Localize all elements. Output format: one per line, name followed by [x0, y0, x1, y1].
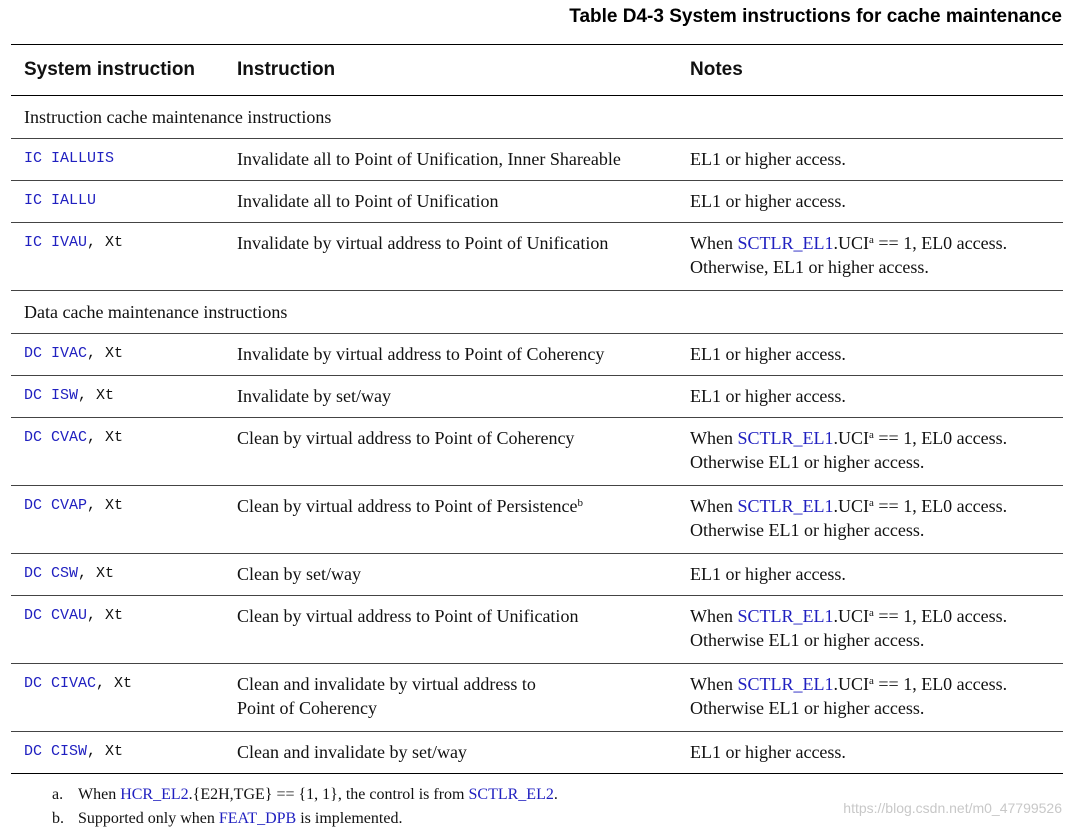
footnote-ref-a[interactable]: a — [869, 429, 874, 441]
header-notes: Notes — [677, 45, 1063, 96]
system-instruction-cell — [11, 486, 224, 554]
instruction-cell: Invalidate all to Point of Unification — [224, 181, 677, 223]
operand: , Xt — [87, 743, 124, 760]
system-instruction-cell — [11, 376, 224, 418]
table-row — [11, 596, 1063, 664]
system-instruction-cell — [11, 418, 224, 486]
notes-cell: EL1 or higher access. — [677, 554, 1063, 596]
op2-link[interactable]: IALLUIS — [51, 150, 115, 167]
operand: , Xt — [87, 497, 124, 514]
table-row — [11, 334, 1063, 376]
op1-link[interactable]: DC — [24, 743, 43, 760]
feat-dpb-link[interactable]: FEAT_DPB — [218, 810, 297, 827]
op2-link[interactable]: CVAC — [51, 429, 88, 446]
op1-link[interactable]: IC — [24, 150, 43, 167]
table-row — [11, 554, 1063, 596]
notes-cell: EL1 or higher access. — [677, 732, 1063, 774]
section-title: Instruction cache maintenance instructions — [11, 96, 1063, 139]
op2-link[interactable]: IVAU — [51, 234, 88, 251]
instruction-cell: Clean by virtual address to Point of Unification — [224, 596, 677, 664]
system-instruction-cell — [11, 223, 224, 291]
watermark: https://blog.csdn.net/m0_47799526 — [843, 800, 1062, 816]
op2-link[interactable]: CISW — [51, 743, 88, 760]
op2-link[interactable]: IVAC — [51, 345, 88, 362]
table-caption: Table D4-3 System instructions for cache maintenance — [569, 6, 1062, 27]
system-instruction-cell — [11, 664, 224, 732]
notes-cell: EL1 or higher access. — [677, 376, 1063, 418]
notes-cell: EL1 or higher access. — [677, 334, 1063, 376]
instruction-cell: Invalidate by virtual address to Point of Coherency — [224, 334, 677, 376]
notes-cell: EL1 or higher access. — [677, 139, 1063, 181]
instruction-cell: Clean by virtual address to Point of Coherency — [224, 418, 677, 486]
footnote-ref-a[interactable]: a — [869, 607, 874, 619]
op1-link[interactable]: IC — [24, 192, 43, 209]
notes-cell: When $SCTLR\_EL1.UCI^a == 1$, EL0 access. Otherwise EL1 or higher access. — [677, 418, 1063, 486]
instruction-cell: Clean by set/way — [224, 554, 677, 596]
footnotes — [52, 783, 558, 831]
op2-link[interactable]: CIVAC — [51, 675, 97, 692]
footnote-ref-a[interactable]: a — [869, 234, 874, 246]
table-row — [11, 664, 1063, 732]
notes-cell: When $SCTLR\_EL1.UCI^a == 1$, EL0 access. Otherwise EL1 or higher access. — [677, 596, 1063, 664]
operand: , Xt — [78, 565, 115, 582]
sctlr-el1-link[interactable]: SCTLR_EL1 — [737, 674, 834, 694]
operand: , Xt — [87, 345, 124, 362]
section-row-data-cache — [11, 291, 1063, 334]
op1-link[interactable]: DC — [24, 497, 43, 514]
footnote-ref-b[interactable]: b — [577, 497, 583, 509]
sctlr-el1-link[interactable]: SCTLR_EL1 — [737, 496, 834, 516]
operand: , Xt — [78, 387, 115, 404]
op2-link[interactable]: ISW — [51, 387, 79, 404]
op1-link[interactable]: DC — [24, 565, 43, 582]
op1-link[interactable]: DC — [24, 345, 43, 362]
footnote-ref-a[interactable]: a — [869, 675, 874, 687]
system-instruction-cell — [11, 596, 224, 664]
section-row-instruction-cache — [11, 96, 1063, 139]
table-row — [11, 139, 1063, 181]
sctlr-el1-link[interactable]: SCTLR_EL1 — [737, 233, 834, 253]
op1-link[interactable]: DC — [24, 675, 43, 692]
operand: , Xt — [96, 675, 133, 692]
table-header-row — [11, 45, 1063, 96]
table-row — [11, 732, 1063, 774]
table-row — [11, 486, 1063, 554]
sctlr-el1-link[interactable]: SCTLR_EL1 — [737, 428, 834, 448]
section-title: Data cache maintenance instructions — [11, 291, 1063, 334]
system-instruction-cell — [11, 732, 224, 774]
op1-link[interactable]: DC — [24, 607, 43, 624]
op2-link[interactable]: CVAP — [51, 497, 88, 514]
hcr-el2-link[interactable]: HCR_EL2 — [120, 786, 189, 803]
instruction-cell: Invalidate all to Point of Unification, Inner Shareable — [224, 139, 677, 181]
footnote-label: a. — [52, 786, 64, 803]
operand: , Xt — [87, 234, 124, 251]
op2-link[interactable]: CSW — [51, 565, 79, 582]
system-instruction-cell — [11, 139, 224, 181]
header-instruction: Instruction — [224, 45, 677, 96]
op2-link[interactable]: IALLU — [51, 192, 97, 209]
instruction-cell: Invalidate by set/way — [224, 376, 677, 418]
footnote-ref-a[interactable]: a — [869, 497, 874, 509]
notes-cell: EL1 or higher access. — [677, 181, 1063, 223]
operand: , Xt — [87, 607, 124, 624]
table-row — [11, 223, 1063, 291]
system-instruction-cell — [11, 181, 224, 223]
cache-maintenance-table — [11, 44, 1063, 774]
notes-cell: When $SCTLR\_EL1.UCI^a == 1$, EL0 access. Otherwise EL1 or higher access. — [677, 664, 1063, 732]
table-row — [11, 418, 1063, 486]
operand: , Xt — [87, 429, 124, 446]
instruction-cell: Clean and invalidate by set/way — [224, 732, 677, 774]
sctlr-el2-link[interactable]: SCTLR_EL2 — [468, 786, 554, 803]
footnote-b: b. Supported only when FEAT_DPB is implemented. — [52, 807, 558, 831]
notes-cell: When $SCTLR\_EL1.UCI^a == 1$, EL0 access. Otherwise, EL1 or higher access. — [677, 223, 1063, 291]
footnote-label: b. — [52, 810, 64, 827]
header-system-instruction: System instruction — [11, 45, 224, 96]
footnote-a: a. When HCR_EL2.{E2H,TGE} == {1, 1}, the control is from SCTLR_EL2. — [52, 783, 558, 807]
op2-link[interactable]: CVAU — [51, 607, 88, 624]
table-row — [11, 181, 1063, 223]
notes-cell: When $SCTLR\_EL1.UCI^a == 1$, EL0 access. Otherwise EL1 or higher access. — [677, 486, 1063, 554]
instruction-cell: Clean and invalidate by virtual address to Point of Coherency — [224, 664, 677, 732]
op1-link[interactable]: DC — [24, 387, 43, 404]
system-instruction-cell — [11, 334, 224, 376]
instruction-cell: Clean by virtual address to Point of Persistence$^b$ — [224, 486, 677, 554]
instruction-cell: Invalidate by virtual address to Point of Unification — [224, 223, 677, 291]
op1-link[interactable]: IC — [24, 234, 43, 251]
op1-link[interactable]: DC — [24, 429, 43, 446]
system-instruction-cell — [11, 554, 224, 596]
sctlr-el1-link[interactable]: SCTLR_EL1 — [737, 606, 834, 626]
table-row — [11, 376, 1063, 418]
